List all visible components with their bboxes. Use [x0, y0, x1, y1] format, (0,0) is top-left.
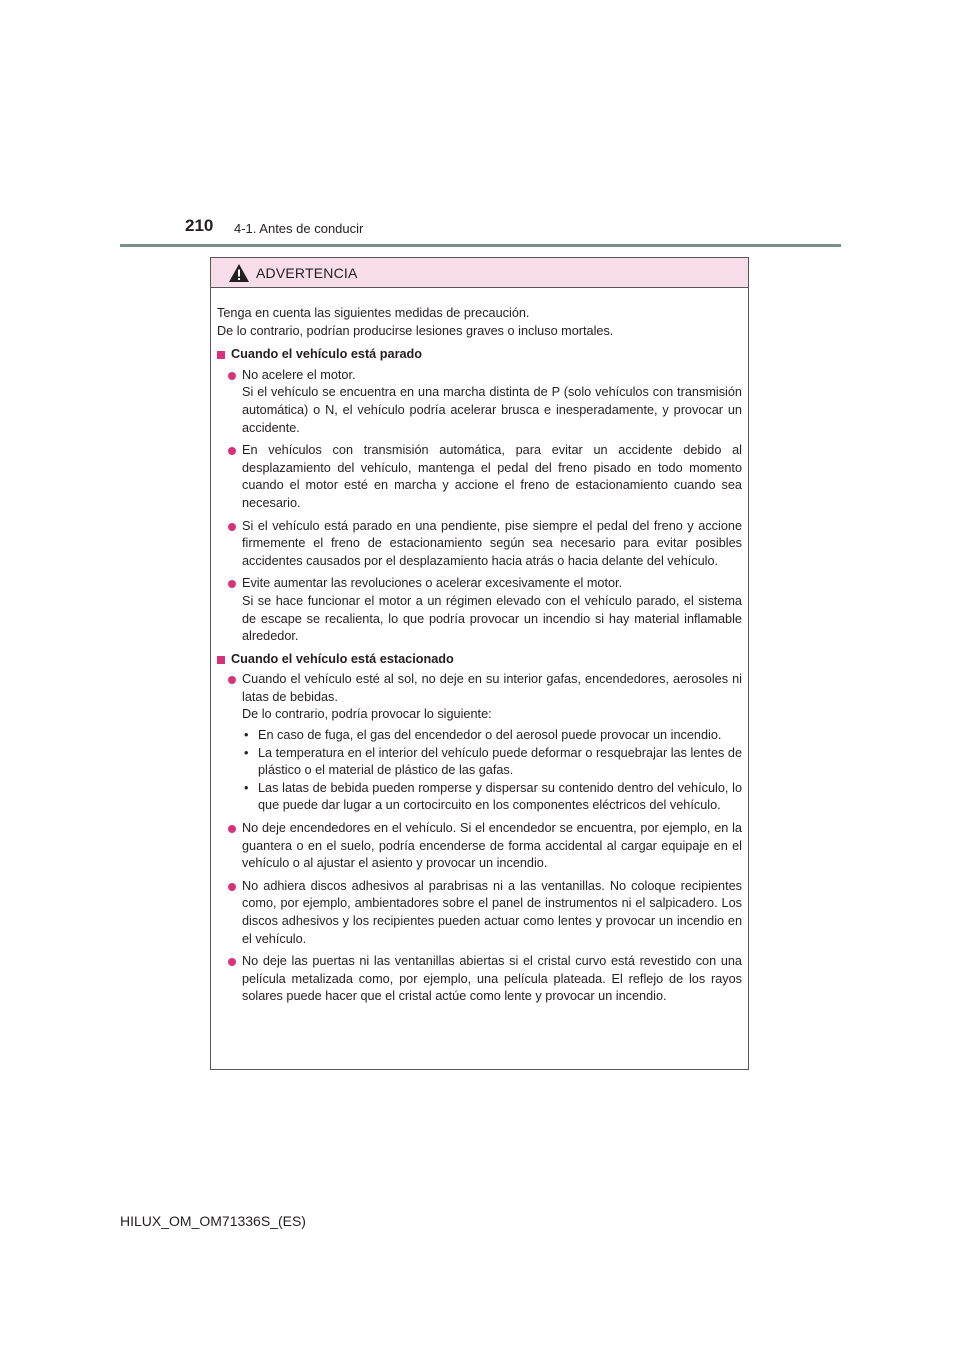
dot-bullet-icon: • — [244, 780, 249, 795]
item-line: Si el vehículo se encuentra en una marcha distinta de P (solo vehículos con transmisión automática) o N, el vehículo podría acelerar brusca e inesperadamente, y provocar un accidente. — [242, 385, 742, 435]
page-number: 210 — [185, 216, 214, 235]
item-line: Evite aumentar las revoluciones o acelerar excesivamente el motor. — [242, 576, 623, 591]
header-rule — [120, 244, 841, 247]
circle-bullet-icon — [228, 580, 236, 588]
sub-list — [242, 727, 742, 815]
item-line: Cuando el vehículo esté al sol, no deje en su interior gafas, encendedores, aerosoles ni latas de bebidas. — [242, 672, 742, 704]
sub-list-item — [242, 745, 742, 780]
list-item — [228, 878, 742, 948]
item-line: No acelere el motor. — [242, 367, 356, 382]
section-title: 4-1. Antes de conducir — [234, 221, 364, 236]
list-item — [228, 442, 742, 512]
section-heading — [217, 651, 742, 669]
square-bullet-icon — [217, 656, 225, 664]
intro-line: Tenga en cuenta las siguientes medidas de precaución. — [217, 306, 530, 320]
list-item — [228, 953, 742, 1006]
section-heading — [217, 346, 742, 364]
circle-bullet-icon — [228, 825, 236, 833]
item-line: Si se hace funcionar el motor a un régimen elevado con el vehículo parado, el sistema de escape se recalienta, lo que podría provocar un incendio si hay material inflamable alrededor. — [242, 593, 742, 644]
sub-item-text: La temperatura en el interior del vehículo puede deformar o resquebrajar las lentes de plástico o el material de plástico de las gafas. — [258, 745, 742, 778]
dot-bullet-icon: • — [244, 728, 249, 743]
item-line: No adhiera discos adhesivos al parabrisas ni a las ventanillas. No coloque recipientes como, por ejemplo, ambientadores sobre el panel de instrumentos ni el salpicadero. Los discos adhesivos y los recipientes pueden actuar como lentes y provocar un incendio en el vehículo. — [242, 878, 742, 946]
section-parked — [217, 346, 742, 646]
list-item — [228, 367, 742, 437]
item-line: De lo contrario, podría provocar lo siguiente: — [242, 707, 492, 722]
circle-bullet-icon — [228, 676, 236, 684]
circle-bullet-icon — [228, 883, 236, 891]
item-line: Si el vehículo está parado en una pendiente, pise siempre el pedal del freno y accione firmemente el freno de estacionamiento según sea necesario para evitar posibles accidentes causados por el desplazamiento hacia atrás o hacia delante del vehículo. — [242, 518, 742, 568]
list-item — [228, 518, 742, 571]
warning-header — [211, 258, 748, 288]
warning-intro — [217, 305, 742, 340]
list-item — [228, 671, 742, 815]
sub-item-text: En caso de fuga, el gas del encendedor o del aerosol puede provocar un incendio. — [258, 728, 722, 743]
square-bullet-icon — [217, 351, 225, 359]
item-line: No deje encendedores en el vehículo. Si el encendedor se encuentra, por ejemplo, en la guantera o en el suelo, podría encenderse de forma accidental al cargar equipaje en el vehículo o al ajustar el asiento y provocar un incendio. — [242, 821, 742, 871]
warning-triangle-icon — [228, 263, 250, 283]
warning-box — [210, 257, 749, 1070]
section-parked-outdoor — [217, 651, 742, 1006]
item-line: En vehículos con transmisión automática, para evitar un accidente debido al desplazamiento del vehículo, mantenga el pedal del freno pisado en todo momento cuando el motor esté en marcha y accione el freno de estacionamiento cuando sea necesario. — [242, 443, 742, 510]
dot-bullet-icon: • — [244, 745, 249, 760]
sub-list-item — [242, 780, 742, 815]
warning-title: ADVERTENCIA — [256, 264, 358, 281]
circle-bullet-icon — [228, 523, 236, 531]
circle-bullet-icon — [228, 372, 236, 380]
list-item — [228, 575, 742, 645]
document-code: HILUX_OM_OM71336S_(ES) — [120, 1213, 306, 1229]
section-heading-text: Cuando el vehículo está estacionado — [231, 651, 454, 666]
warning-body — [211, 288, 748, 1006]
list-item — [228, 820, 742, 873]
circle-bullet-icon — [228, 447, 236, 455]
section-heading-text: Cuando el vehículo está parado — [231, 347, 423, 362]
intro-line: De lo contrario, podrían producirse lesiones graves o incluso mortales. — [217, 323, 614, 338]
sub-item-text: Las latas de bebida pueden romperse y dispersar su contenido dentro del vehículo, lo que puede dar lugar a un cortocircuito en los componentes eléctricos del vehículo. — [258, 780, 742, 813]
item-line: No deje las puertas ni las ventanillas abiertas si el cristal curvo está revestido con una película metalizada como, por ejemplo, una película plateada. El reflejo de los rayos solares puede hacer que el cristal actúe como lente y provocar un incendio. — [242, 954, 742, 1004]
circle-bullet-icon — [228, 958, 236, 966]
sub-list-item — [242, 727, 742, 745]
